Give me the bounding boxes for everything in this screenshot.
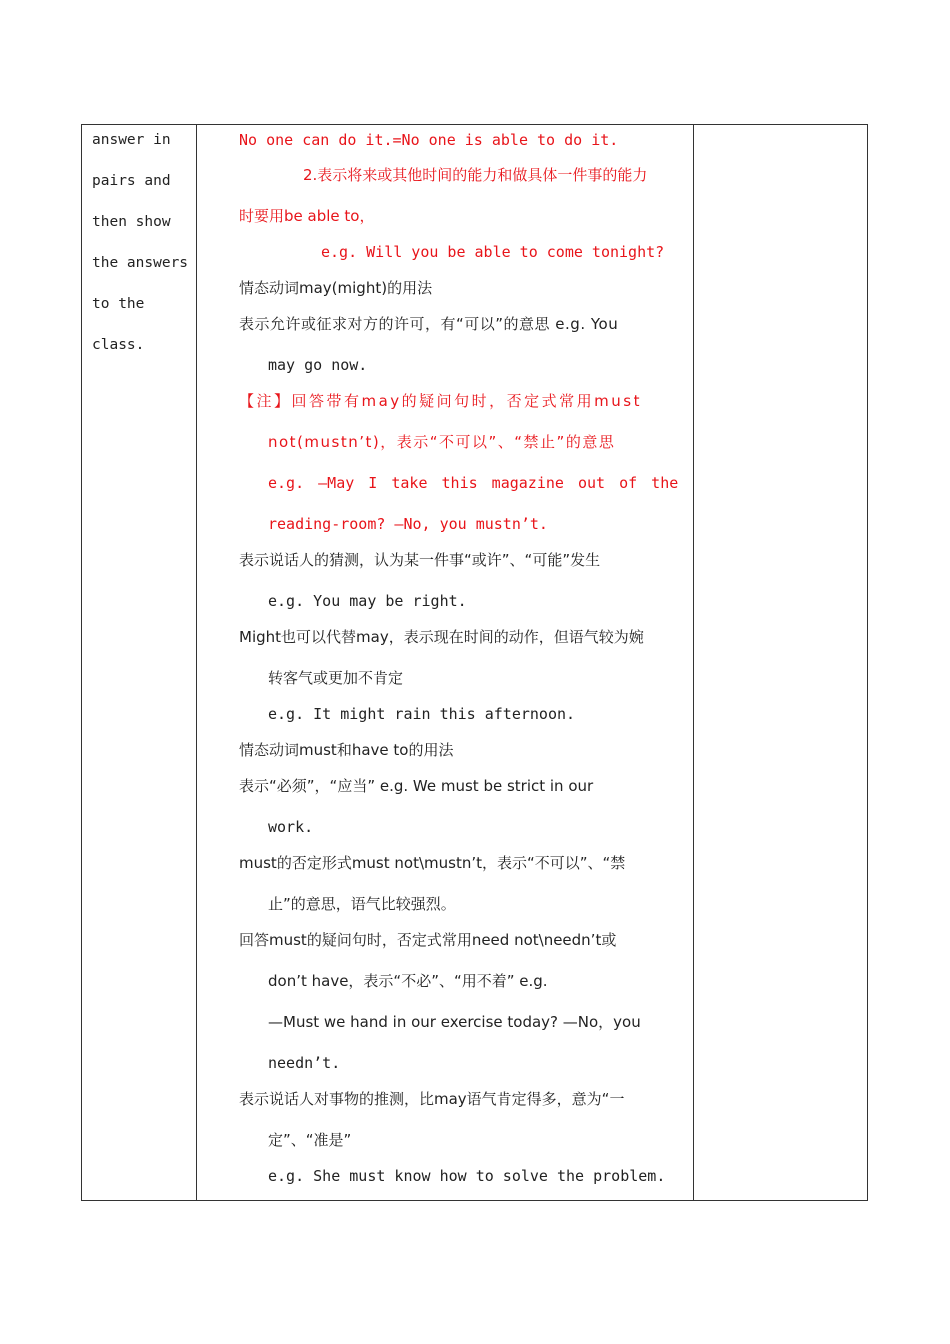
example-line: e.g. She must know how to solve the problem. [268,1167,666,1185]
text-line: must的否定形式must not\mustn’t，表示“不可以”、“禁 [239,854,626,872]
example-line: e.g. You may be right. [268,592,467,610]
activity-line: the answers [92,255,189,271]
example-line: reading-room? —No, you mustn’t. [268,515,548,533]
text-line: 时要用be able to， [239,207,375,225]
text-line: 表示说话人的猜测，认为某一件事“或许”、“可能”发生 [239,551,601,569]
text-line: No one can do it.=No one is able to do it. [239,131,619,149]
note-line: not(mustn’t)，表示“不可以”、“禁止”的意思 [268,433,616,451]
activity-line: then show [92,214,171,230]
text-line: 表示允许或征求对方的许可，有“可以”的意思 e.g. You [239,315,619,333]
activity-line: pairs and [92,173,171,189]
section-heading: 情态动词may(might)的用法 [239,279,433,297]
example-line: e.g. —May I take this magazine out of the [268,474,679,492]
lesson-table [81,124,868,1201]
text-line: Might也可以代替may，表示现在时间的动作，但语气较为婉 [239,628,644,646]
example-line: —Must we hand in our exercise today? —No，you [268,1013,641,1031]
text-line: don’t have，表示“不必”、“用不着” e.g. [268,972,548,990]
activity-line: class. [92,337,145,353]
activity-line: answer in [92,132,171,148]
example-line: e.g. Will you be able to come tonight? [321,243,665,261]
text-line: 回答must的疑问句时，否定式常用need not\needn’t或 [239,931,617,949]
text-line: 定”、“准是” [268,1131,352,1149]
activity-line: to the [92,296,145,312]
section-heading: 情态动词must和have to的用法 [239,741,454,759]
example-line: needn’t. [268,1054,341,1072]
text-line: 表示“必须”，“应当” e.g. We must be strict in our [239,777,594,795]
text-line: work. [268,818,314,836]
text-line: may go now. [268,356,368,374]
note-line: 【注】回答带有may的疑问句时，否定式常用must [239,392,642,410]
example-line: e.g. It might rain this afternoon. [268,705,576,723]
column-divider-1 [196,125,197,1200]
text-line: 转客气或更加不肯定 [268,669,404,687]
text-line: 表示说话人对事物的推测，比may语气肯定得多，意为“一 [239,1090,625,1108]
text-line: 2.表示将来或其他时间的能力和做具体一件事的能力 [303,166,648,184]
text-line: 止”的意思，语气比较强烈。 [268,895,456,913]
column-divider-2 [693,125,694,1200]
